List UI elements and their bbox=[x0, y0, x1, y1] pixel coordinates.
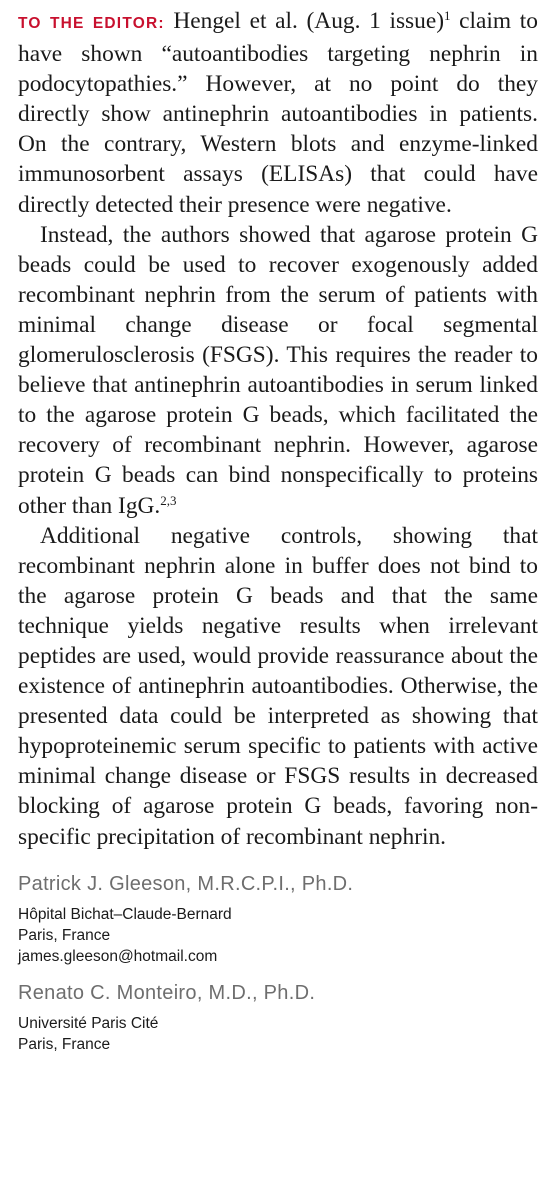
affiliation-location: Paris, France bbox=[18, 1035, 111, 1053]
paragraph-1-text-b: claim to have shown “autoantibodies targeting nephrin in podocytopathies.” However, at no point do they directly show antinephrin autoantibodies in patients. On the contrary, Western blots and enzyme-linked immunosorbent assays (ELISAs) that could have directly detected their presence were negative. bbox=[18, 8, 538, 218]
author-block-1 bbox=[18, 870, 538, 967]
reference-2-3-marker: 2,3 bbox=[160, 492, 177, 508]
reference-1-marker: 1 bbox=[444, 8, 451, 23]
affiliation-location: Paris, France bbox=[18, 926, 111, 944]
paragraph-1-text-a: Hengel et al. (Aug. 1 issue) bbox=[173, 8, 445, 34]
author-affiliation bbox=[18, 904, 538, 967]
author-name: Renato C. Monteiro, M.D., Ph.D. bbox=[18, 981, 316, 1004]
paragraph-3-text: Additional negative controls, showing that recombinant nephrin alone in buffer does not bind to the agarose protein G beads and that the same technique yields negative results when irrelevant peptides are used, would provide reassurance about the existence of antinephrin autoantibodies. Otherwise, the presented data could be interpreted as showing that hypoproteinemic serum specific to patients with active minimal change disease or FSGS results in decreased blocking of agarose protein G beads, favoring nonspecific precipitation of recombinant nephrin. bbox=[18, 522, 538, 850]
letter-body bbox=[18, 6, 538, 852]
paragraph-2-text: Instead, the authors showed that agarose protein G beads could be used to recover exogenously added recombinant nephrin from the serum of patients with minimal change disease or focal segmental glomerulosclerosis (FSGS). This requires the reader to believe that antinephrin autoantibodies in serum linked to the agarose protein G beads, which facilitated the recovery of recombinant nephrin. However, agarose protein G beads can bind nonspecifically to proteins other than IgG. bbox=[18, 221, 538, 519]
lead-label: TO THE EDITOR: bbox=[18, 15, 165, 32]
paragraph-3 bbox=[18, 521, 538, 852]
paragraph-2 bbox=[18, 220, 538, 521]
affiliation-institution: Hôpital Bichat–Claude-Bernard bbox=[18, 905, 232, 923]
paragraph-1 bbox=[18, 6, 538, 220]
affiliation-institution: Université Paris Cité bbox=[18, 1014, 159, 1032]
author-name: Patrick J. Gleeson, M.R.C.P.I., Ph.D. bbox=[18, 872, 354, 895]
author-block-2 bbox=[18, 979, 538, 1055]
author-email: james.gleeson@hotmail.com bbox=[18, 947, 218, 965]
letter-page bbox=[18, 6, 538, 1055]
author-affiliation bbox=[18, 1013, 538, 1055]
